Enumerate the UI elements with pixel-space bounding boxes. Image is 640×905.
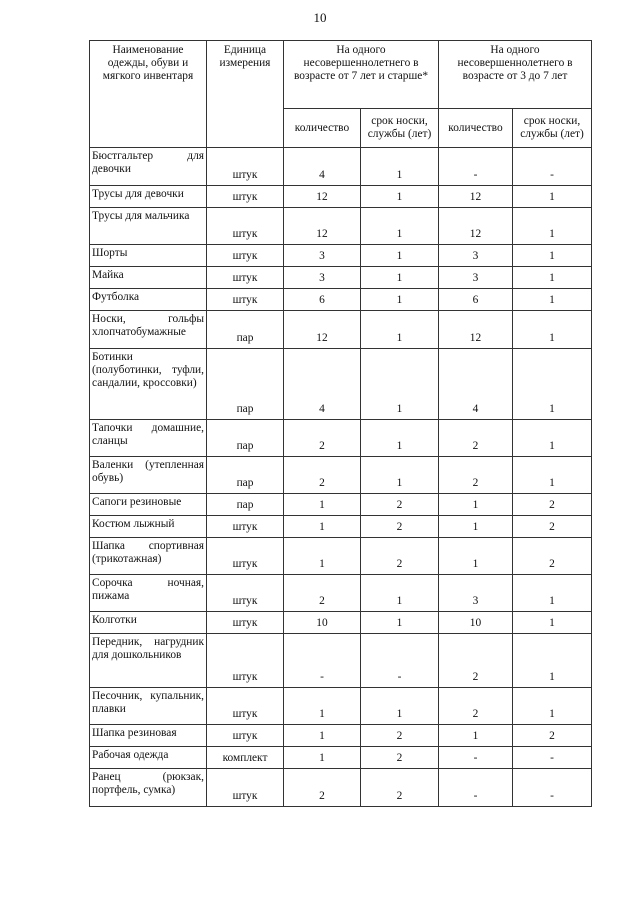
table-row — [90, 267, 592, 289]
term-7-plus: 1 — [361, 186, 439, 208]
item-name: Передник, нагрудник для дошкольников — [90, 634, 207, 688]
item-unit: штук — [207, 634, 284, 688]
term-7-plus: 2 — [361, 516, 439, 538]
header-group-3-to-7: На одного несовершеннолетнего в возрасте от 3 до 7 лет — [439, 41, 592, 109]
term-3-to-7: - — [513, 769, 592, 807]
item-unit: пар — [207, 311, 284, 349]
table-row — [90, 420, 592, 457]
quantity-7-plus: 6 — [284, 289, 361, 311]
quantity-3-to-7: 6 — [439, 289, 513, 311]
item-name: Валенки (утепленная обувь) — [90, 457, 207, 494]
item-unit: штук — [207, 289, 284, 311]
table-row — [90, 725, 592, 747]
item-name: Тапочки домашние, сланцы — [90, 420, 207, 457]
term-7-plus: 1 — [361, 208, 439, 245]
table-row — [90, 208, 592, 245]
item-name: Песочник, купальник, плавки — [90, 688, 207, 725]
item-unit: комплект — [207, 747, 284, 769]
quantity-3-to-7: 1 — [439, 538, 513, 575]
item-unit: штук — [207, 208, 284, 245]
table-row — [90, 289, 592, 311]
header-name: Наименование одежды, обуви и мягкого инвентаря — [90, 41, 207, 148]
item-name: Шапка резиновая — [90, 725, 207, 747]
item-name: Бюстгальтер для девочки — [90, 148, 207, 186]
term-3-to-7: - — [513, 148, 592, 186]
quantity-7-plus: 1 — [284, 747, 361, 769]
item-name: Шорты — [90, 245, 207, 267]
quantity-7-plus: 3 — [284, 267, 361, 289]
quantity-7-plus: 12 — [284, 311, 361, 349]
quantity-7-plus: 2 — [284, 420, 361, 457]
term-3-to-7: 1 — [513, 457, 592, 494]
table-row — [90, 769, 592, 807]
term-7-plus: 1 — [361, 311, 439, 349]
term-7-plus: 2 — [361, 494, 439, 516]
item-unit: штук — [207, 186, 284, 208]
quantity-7-plus: 1 — [284, 516, 361, 538]
term-7-plus: 1 — [361, 289, 439, 311]
quantity-3-to-7: 12 — [439, 311, 513, 349]
term-7-plus: 1 — [361, 457, 439, 494]
item-unit: штук — [207, 769, 284, 807]
item-name: Шапка спортивная (трикотажная) — [90, 538, 207, 575]
item-unit: пар — [207, 349, 284, 420]
quantity-3-to-7: 3 — [439, 267, 513, 289]
quantity-7-plus: 1 — [284, 494, 361, 516]
item-unit: штук — [207, 725, 284, 747]
quantity-3-to-7: - — [439, 747, 513, 769]
item-name: Колготки — [90, 612, 207, 634]
quantity-3-to-7: 2 — [439, 420, 513, 457]
table-row — [90, 245, 592, 267]
clothing-norms-table — [89, 40, 592, 807]
item-unit: штук — [207, 245, 284, 267]
quantity-7-plus: - — [284, 634, 361, 688]
quantity-7-plus: 4 — [284, 349, 361, 420]
quantity-7-plus: 3 — [284, 245, 361, 267]
term-3-to-7: 1 — [513, 349, 592, 420]
term-7-plus: 1 — [361, 688, 439, 725]
item-name: Трусы для девочки — [90, 186, 207, 208]
quantity-3-to-7: 1 — [439, 725, 513, 747]
quantity-3-to-7: - — [439, 769, 513, 807]
item-name: Костюм лыжный — [90, 516, 207, 538]
term-3-to-7: 1 — [513, 420, 592, 457]
term-7-plus: 2 — [361, 725, 439, 747]
quantity-7-plus: 1 — [284, 725, 361, 747]
term-3-to-7: 2 — [513, 494, 592, 516]
term-7-plus: 1 — [361, 612, 439, 634]
item-name: Ранец (рюкзак, портфель, сумка) — [90, 769, 207, 807]
table-row — [90, 516, 592, 538]
item-unit: штук — [207, 148, 284, 186]
quantity-7-plus: 4 — [284, 148, 361, 186]
item-unit: штук — [207, 516, 284, 538]
term-3-to-7: 2 — [513, 725, 592, 747]
item-unit: штук — [207, 688, 284, 725]
quantity-3-to-7: 2 — [439, 688, 513, 725]
header-quantity: количество — [284, 109, 361, 148]
item-unit: пар — [207, 420, 284, 457]
term-3-to-7: 1 — [513, 634, 592, 688]
item-name: Носки, гольфы хлопчатобумажные — [90, 311, 207, 349]
term-7-plus: 1 — [361, 349, 439, 420]
term-7-plus: 1 — [361, 245, 439, 267]
header-term: срок носки, службы (лет) — [361, 109, 439, 148]
quantity-7-plus: 10 — [284, 612, 361, 634]
page-number: 10 — [313, 10, 327, 25]
item-unit: штук — [207, 267, 284, 289]
term-7-plus: 2 — [361, 769, 439, 807]
term-7-plus: 1 — [361, 267, 439, 289]
quantity-7-plus: 12 — [284, 186, 361, 208]
quantity-7-plus: 2 — [284, 457, 361, 494]
header-quantity: количество — [439, 109, 513, 148]
term-3-to-7: - — [513, 747, 592, 769]
table-row — [90, 457, 592, 494]
table-row — [90, 538, 592, 575]
table-row — [90, 186, 592, 208]
item-name: Трусы для мальчика — [90, 208, 207, 245]
quantity-3-to-7: 10 — [439, 612, 513, 634]
item-name: Сорочка ночная, пижама — [90, 575, 207, 612]
term-7-plus: 2 — [361, 538, 439, 575]
quantity-3-to-7: 1 — [439, 516, 513, 538]
term-3-to-7: 1 — [513, 289, 592, 311]
term-3-to-7: 1 — [513, 575, 592, 612]
term-3-to-7: 2 — [513, 538, 592, 575]
term-7-plus: - — [361, 634, 439, 688]
item-unit: штук — [207, 538, 284, 575]
term-3-to-7: 1 — [513, 208, 592, 245]
item-name: Сапоги резиновые — [90, 494, 207, 516]
quantity-3-to-7: 12 — [439, 186, 513, 208]
term-3-to-7: 1 — [513, 311, 592, 349]
item-name: Рабочая одежда — [90, 747, 207, 769]
item-unit: пар — [207, 457, 284, 494]
term-3-to-7: 1 — [513, 688, 592, 725]
term-7-plus: 1 — [361, 420, 439, 457]
quantity-3-to-7: 2 — [439, 634, 513, 688]
table-row — [90, 575, 592, 612]
table-row — [90, 747, 592, 769]
term-3-to-7: 1 — [513, 245, 592, 267]
item-name: Ботинки (полуботинки, туфли, сандалии, кроссовки) — [90, 349, 207, 420]
quantity-3-to-7: 3 — [439, 575, 513, 612]
quantity-3-to-7: 1 — [439, 494, 513, 516]
table-row — [90, 494, 592, 516]
term-7-plus: 1 — [361, 575, 439, 612]
table-row — [90, 148, 592, 186]
table-row — [90, 612, 592, 634]
quantity-7-plus: 1 — [284, 688, 361, 725]
item-unit: пар — [207, 494, 284, 516]
term-3-to-7: 1 — [513, 612, 592, 634]
term-3-to-7: 2 — [513, 516, 592, 538]
table-row — [90, 634, 592, 688]
table-row — [90, 349, 592, 420]
header-term: срок носки, службы (лет) — [513, 109, 592, 148]
quantity-3-to-7: 3 — [439, 245, 513, 267]
quantity-7-plus: 12 — [284, 208, 361, 245]
quantity-7-plus: 2 — [284, 769, 361, 807]
term-7-plus: 2 — [361, 747, 439, 769]
quantity-3-to-7: 12 — [439, 208, 513, 245]
quantity-3-to-7: 2 — [439, 457, 513, 494]
quantity-3-to-7: - — [439, 148, 513, 186]
quantity-7-plus: 2 — [284, 575, 361, 612]
quantity-7-plus: 1 — [284, 538, 361, 575]
quantity-3-to-7: 4 — [439, 349, 513, 420]
header-unit: Единица измерения — [207, 41, 284, 148]
term-3-to-7: 1 — [513, 267, 592, 289]
table-row — [90, 688, 592, 725]
term-3-to-7: 1 — [513, 186, 592, 208]
item-name: Майка — [90, 267, 207, 289]
table-row — [90, 311, 592, 349]
item-name: Футболка — [90, 289, 207, 311]
item-unit: штук — [207, 575, 284, 612]
item-unit: штук — [207, 612, 284, 634]
term-7-plus: 1 — [361, 148, 439, 186]
header-group-7-plus: На одного несовершеннолетнего в возрасте от 7 лет и старше* — [284, 41, 439, 109]
